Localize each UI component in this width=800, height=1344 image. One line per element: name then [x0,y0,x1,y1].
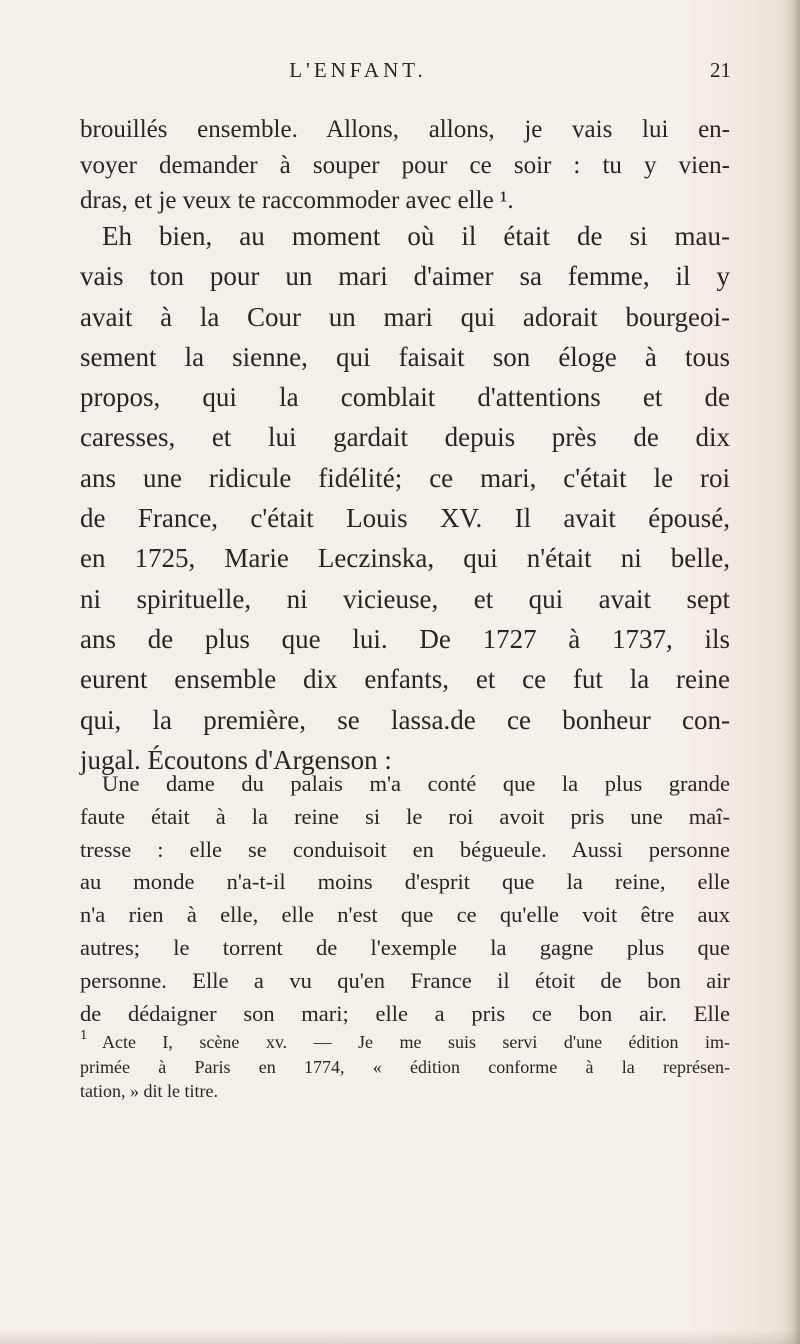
text-line: voyer demander à souper pour ce soir : tu y vien- [80,151,730,179]
footnote-marker: 1 [80,1028,88,1042]
text-line: qui, la première, se lassa.de ce bonheur con- [80,704,730,735]
text-line: brouillés ensemble. Allons, allons, je vais lui en- [80,116,730,143]
text-line: ans une ridicule fidélité; ce mari, c'était le roi [80,462,730,493]
text-line: de France, c'était Louis XV. Il avait épousé, [80,503,730,534]
quote-line: tresse : elle se conduisoit en bégueule. Aussi personne [80,836,730,862]
text-line: ans de plus que lui. De 1727 à 1737, ils [80,623,730,654]
text-line: ni spirituelle, ni vicieuse, et qui avait sept [80,583,730,614]
intro-paragraph [80,112,730,219]
text-line: jugal. Écoutons d'Argenson : [80,744,392,775]
page-edge-shadow [782,0,800,1344]
text-line: caresses, et lui gardait depuis près de dix [80,422,730,453]
text-line: vais ton pour un mari d'aimer sa femme, il y [80,261,730,292]
footnote-line: primée à Paris en 1774, « édition conforme à la représen- [80,1056,730,1077]
text-line: dras, et je veux te raccommoder avec elle ¹. [80,187,514,214]
quote-line: faute était à la reine si le roi avoit pris une maî- [80,803,730,829]
text-line: eurent ensemble dix enfants, et ce fut la reine [80,664,730,695]
quote-line: au monde n'a-t-il moins d'esprit que la reine, elle [80,869,730,895]
page-bottom-edge [0,1330,800,1344]
text-line: propos, qui la comblait d'attentions et de [80,382,730,413]
quote-line: n'a rien à elle, elle n'est que ce qu'elle voit être aux [80,902,730,928]
footnote [80,1030,730,1104]
footnote-line: tation, » dit le titre. [80,1081,218,1101]
text-line: sement la sienne, qui faisait son éloge à tous [80,341,730,372]
quote-line: de dédaigner son mari; elle a pris ce bon air. Elle [80,1000,730,1026]
main-paragraph [80,216,730,780]
quote-line: autres; le torrent de l'exemple la gagne plus que [80,934,730,960]
text-line: avait à la Cour un mari qui adorait bourgeoi- [80,301,730,332]
quote-line: personne. Elle a vu qu'en France il étoit de bon air [80,967,730,993]
quotation-block [80,768,730,1030]
text-line: Eh bien, au moment où il était de si mau- [102,221,730,251]
text-line: en 1725, Marie Leczinska, qui n'était ni belle, [80,543,730,574]
footnote-line: Acte I, scène xv. — Je me suis servi d'une édition im- [102,1032,730,1052]
quote-line: Une dame du palais m'a conté que la plus grande [102,771,730,796]
running-title: L'ENFANT. [289,58,427,82]
page-number: 21 [710,58,731,82]
